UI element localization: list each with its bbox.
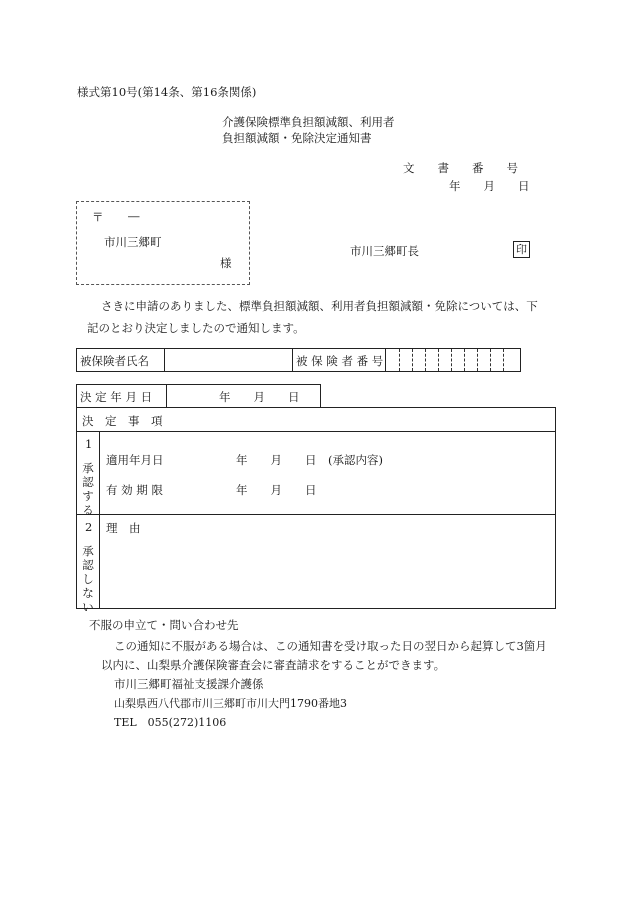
reason-label: 理 由 [106,521,141,535]
body-text-line1: さきに申請のありました、標準負担額減額、利用者負担額減額・免除については、下 [101,299,538,313]
appeal-text-line1: この通知に不服がある場合は、この通知書を受け取った日の翌日から起算して3箇月 [114,639,547,653]
appeal-text-line2: 以内に、山梨県介護保険審査会に審査請求をすることができます。 [101,658,446,672]
table-divider [76,431,556,432]
validity-value: 年 月 日 [236,483,317,497]
decision-matters-table [76,407,556,609]
document-title-line2: 負担額減額・免除決定通知書 [222,131,372,145]
contact-address: 山梨県西八代郡市川三郷町市川大門1790番地3 [114,697,347,710]
apply-date-label: 適用年月日 [106,453,164,467]
table-divider [76,514,556,515]
document-number-label: 文 書 番 号 [403,161,518,175]
decision-date-label: 決 定 年 月 日 [80,390,153,404]
section1-number: 1 [85,437,93,451]
seal-mark: 印 [513,241,530,258]
table-divider [385,348,386,372]
table-divider [164,348,165,372]
section1-approve-label: 承認する [82,461,94,517]
table-divider [99,431,100,609]
decision-date-value: 年 月 日 [219,390,300,404]
table-divider [166,384,167,408]
recipient-honorific: 様 [220,256,232,270]
apply-date-value: 年 月 日 (承認内容) [236,453,383,467]
section2-number: 2 [85,520,93,534]
decision-matters-label: 決 定 事 項 [82,414,163,428]
validity-label: 有 効 期 限 [106,483,163,497]
issuer-name: 市川三郷町長 [350,244,419,258]
recipient-town: 市川三郷町 [104,235,162,249]
contact-department: 市川三郷町福祉支援課介護係 [114,677,264,691]
document-date-label: 年 月 日 [449,179,530,193]
postal-mark: 〒 [92,210,104,224]
table-divider [292,348,293,372]
body-text-line2: 記のとおり決定しましたので通知します。 [87,321,305,335]
section2-reject-label: 承認しない [82,544,94,614]
contact-telephone: TEL 055(272)1106 [114,716,227,729]
form-number: 様式第10号(第14条、第16条関係) [77,85,257,99]
postal-code-dash: ― [128,209,140,223]
document-title-line1: 介護保険標準負担額減額、利用者 [222,115,395,129]
insured-number-label: 被 保 険 者 番 号 [296,354,384,368]
insured-name-label: 被保険者氏名 [80,354,149,368]
appeal-heading: 不服の申立て・問い合わせ先 [89,618,239,632]
